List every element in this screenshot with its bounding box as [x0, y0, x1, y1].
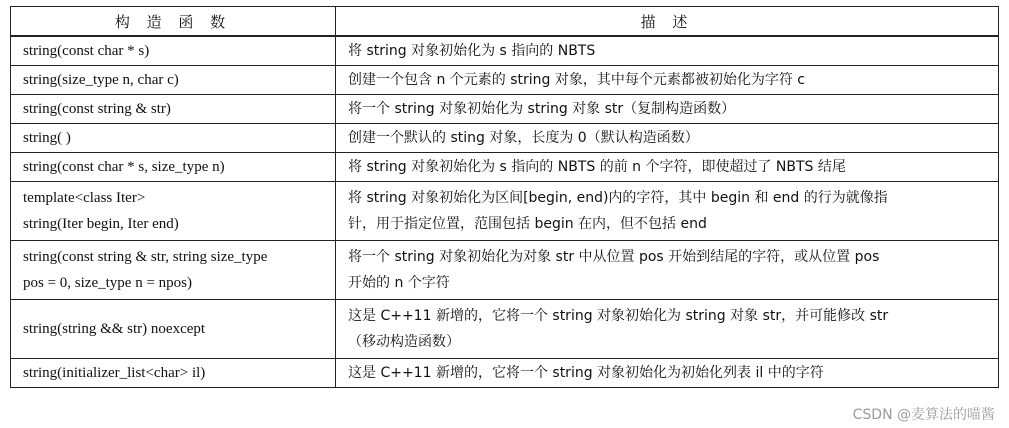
csdn-watermark: CSDN @麦算法的喵酱	[852, 407, 995, 423]
constructor-description: 这是 C++11 新增的，它将一个 string 对象初始化为 string 对象 str，并可能修改 str （移动构造函数）	[336, 300, 999, 359]
constructor-signature: string(string && str) noexcept	[11, 300, 336, 359]
constructor-description: 将 string 对象初始化为 s 指向的 NBTS	[336, 36, 999, 66]
table-row	[11, 300, 999, 359]
constructor-signature: string(const string & str)	[11, 95, 336, 124]
constructor-description: 这是 C++11 新增的，它将一个 string 对象初始化为初始化列表 il 中的字符	[336, 359, 999, 388]
constructor-description: 将 string 对象初始化为区间[begin, end)内的字符，其中 begin 和 end 的行为就像指 针，用于指定位置，范围包括 begin 在内，但不包括 end	[336, 182, 999, 241]
constructor-signature: string(size_type n, char c)	[11, 66, 336, 95]
table-row	[11, 241, 999, 300]
table-row	[11, 153, 999, 182]
constructor-signature: string(initializer_list<char> il)	[11, 359, 336, 388]
table-row	[11, 36, 999, 66]
constructor-description: 创建一个包含 n 个元素的 string 对象，其中每个元素都被初始化为字符 c	[336, 66, 999, 95]
constructor-signature: string(const char * s, size_type n)	[11, 153, 336, 182]
table-row	[11, 182, 999, 241]
string-constructors-table	[10, 6, 999, 388]
table-row	[11, 124, 999, 153]
constructor-description: 创建一个默认的 sting 对象，长度为 0（默认构造函数）	[336, 124, 999, 153]
constructor-signature: template<class Iter> string(Iter begin, Iter end)	[11, 182, 336, 241]
constructor-signature: string(const char * s)	[11, 36, 336, 66]
constructor-signature: string(const string & str, string size_type pos = 0, size_type n = npos)	[11, 241, 336, 300]
table-row	[11, 95, 999, 124]
constructor-description: 将一个 string 对象初始化为对象 str 中从位置 pos 开始到结尾的字符，或从位置 pos 开始的 n 个字符	[336, 241, 999, 300]
constructor-description: 将 string 对象初始化为 s 指向的 NBTS 的前 n 个字符，即使超过了 NBTS 结尾	[336, 153, 999, 182]
header-description: 描 述	[336, 7, 999, 37]
header-constructor: 构 造 函 数	[11, 7, 336, 37]
table-header-row	[11, 7, 999, 37]
constructor-table-container	[10, 6, 998, 388]
table-row	[11, 66, 999, 95]
constructor-description: 将一个 string 对象初始化为 string 对象 str（复制构造函数）	[336, 95, 999, 124]
table-row	[11, 359, 999, 388]
constructor-signature: string( )	[11, 124, 336, 153]
